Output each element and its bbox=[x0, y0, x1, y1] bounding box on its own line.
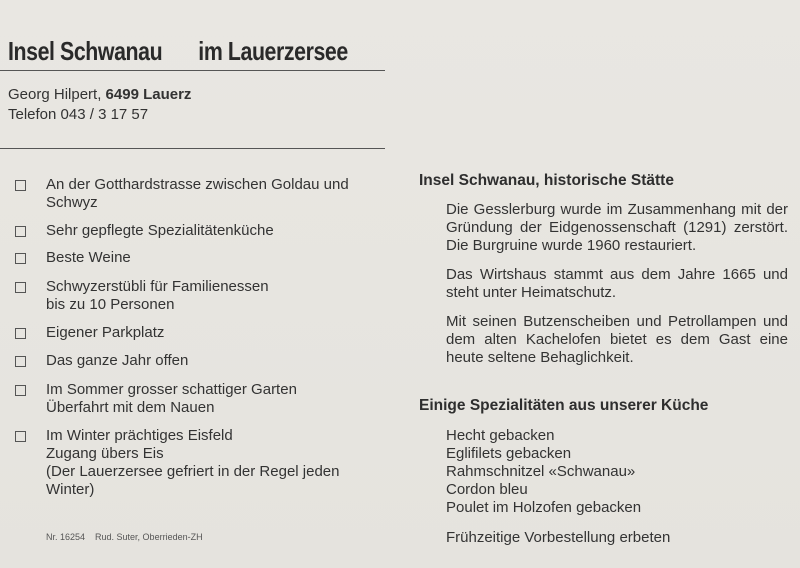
specialties-heading: Einige Spezialitäten aus unserer Küche bbox=[419, 397, 709, 414]
feature-line: Im Winter prächtiges Eisfeld bbox=[46, 427, 233, 444]
feature-line: (Der Lauerzersee gefriert in der Regel jeden bbox=[46, 463, 340, 480]
feature-item-4 bbox=[46, 278, 396, 314]
specialty-item: Cordon bleu bbox=[446, 481, 528, 498]
feature-line: Eigener Parkplatz bbox=[46, 324, 165, 341]
specialty-item: Hecht gebacken bbox=[446, 427, 555, 444]
owner-name: Georg Hilpert, bbox=[8, 86, 102, 103]
feature-line: Schwyz bbox=[46, 194, 98, 211]
checkbox-6 bbox=[15, 356, 26, 367]
checkbox-3 bbox=[15, 253, 26, 264]
feature-line: Schwyzerstübli für Familienessen bbox=[46, 278, 269, 295]
feature-line: Beste Weine bbox=[46, 249, 131, 266]
page-title bbox=[8, 36, 348, 67]
feature-item-5 bbox=[46, 324, 396, 342]
address-divider bbox=[0, 148, 385, 149]
feature-line: Sehr gepflegte Spezialitätenküche bbox=[46, 222, 274, 239]
checkbox-8 bbox=[15, 431, 26, 442]
history-paragraph-2: Das Wirtshaus stammt aus dem Jahre 1665 und steht unter Heimatschutz. bbox=[446, 266, 788, 301]
specialty-item: Eglifilets gebacken bbox=[446, 445, 572, 462]
history-paragraph-3: Mit seinen Butzenscheiben und Petrollampen und dem alten Kachelofen bietet es dem Gast eine heute seltene Behaglichkeit. bbox=[446, 313, 788, 366]
feature-line: Zugang übers Eis bbox=[46, 445, 164, 462]
feature-item-3 bbox=[46, 249, 396, 267]
title-name: Insel Schwanau bbox=[8, 36, 163, 66]
printer-name: Rud. Suter, Oberrieden-ZH bbox=[95, 532, 203, 542]
history-paragraph-1: Die Gesslerburg wurde im Zusammenhang mit der Gründung der Eidgenossenschaft (1291) zerstört. Die Burgruine wurde 1960 restauriert. bbox=[446, 201, 788, 254]
specialty-item: Poulet im Holzofen gebacken bbox=[446, 499, 642, 516]
checkbox-4 bbox=[15, 282, 26, 293]
feature-item-6 bbox=[46, 352, 396, 370]
phone-line: Telefon 043 / 3 17 57 bbox=[8, 106, 149, 123]
address-line bbox=[8, 86, 191, 103]
checkbox-2 bbox=[15, 226, 26, 237]
feature-item-2 bbox=[46, 222, 396, 240]
feature-line: Winter) bbox=[46, 481, 95, 498]
card-number: Nr. 16254 bbox=[46, 532, 86, 542]
checkbox-7 bbox=[15, 385, 26, 396]
printer-credit bbox=[46, 532, 203, 542]
specialty-item: Rahmschnitzel «Schwanau» bbox=[446, 463, 636, 480]
reservation-note: Frühzeitige Vorbestellung erbeten bbox=[446, 529, 671, 546]
feature-line: Das ganze Jahr offen bbox=[46, 352, 189, 369]
feature-line: An der Gotthardstrasse zwischen Goldau und bbox=[46, 176, 349, 193]
feature-line: Im Sommer grosser schattiger Garten bbox=[46, 381, 297, 398]
feature-line: Überfahrt mit dem Nauen bbox=[46, 399, 215, 416]
feature-item-8 bbox=[46, 427, 396, 499]
title-divider bbox=[0, 70, 385, 71]
postal-town: 6499 Lauerz bbox=[105, 86, 192, 103]
history-heading: Insel Schwanau, historische Stätte bbox=[419, 172, 674, 189]
checkbox-1 bbox=[15, 180, 26, 191]
feature-item-7 bbox=[46, 381, 396, 417]
feature-item-1 bbox=[46, 176, 396, 212]
title-location: im Lauerzersee bbox=[198, 36, 348, 66]
feature-line: bis zu 10 Personen bbox=[46, 296, 175, 313]
checkbox-5 bbox=[15, 328, 26, 339]
